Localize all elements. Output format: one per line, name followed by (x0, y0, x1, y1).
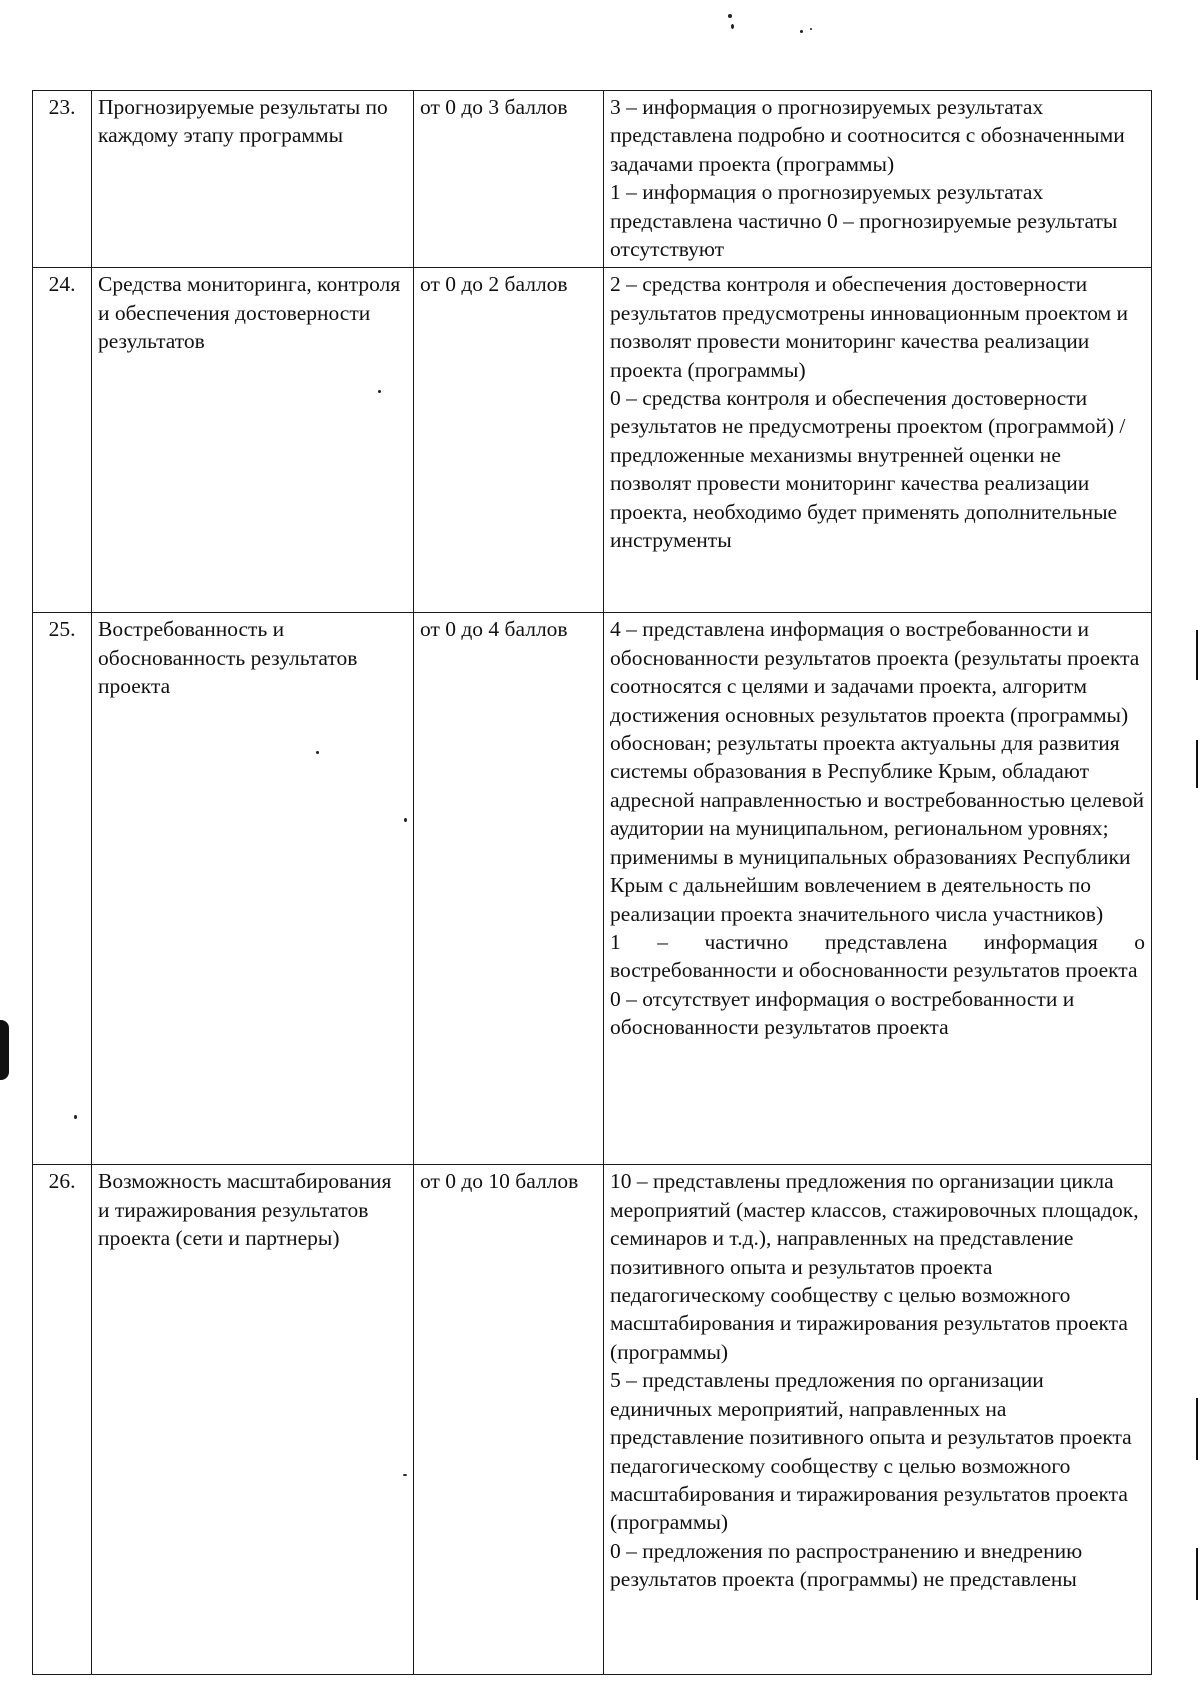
score-level-2: 2 – средства контроля и обеспечения достоверности результатов предусмотрены инновационным проектом и позволят провести мониторинг качества реализации проекта (программы) (610, 272, 1129, 382)
scan-edge-blot (0, 1020, 9, 1080)
score-level-4: 4 – представлена информация о востребованности и обоснованности результатов проекта (результаты проекта соотносятся с целями и задачами проекта, алгоритм достижения основных результатов проекта (программы) обоснован; результаты проекта актуальны для развития системы образования в Республике Крым, обладают адресной направленностью и востребованностью целевой аудитории на муниципальном, региональном уровнях; применимы в муниципальных образованиях Республики Крым с дальнейшим вовлечением в деятельность по реализации проекта значительного числа участников) (610, 617, 1144, 926)
score-level-0: 0 – предложения по распространению и внедрению результатов проекта (программы) не представлены (610, 1538, 1083, 1592)
criteria-table (32, 90, 1152, 1675)
scan-edge-line (1196, 1548, 1198, 1600)
table-row (33, 268, 1152, 613)
table-row (33, 613, 1152, 1165)
score-range: от 0 до 3 баллов (414, 91, 604, 268)
score-range: от 0 до 2 баллов (414, 268, 604, 613)
score-range: от 0 до 4 баллов (414, 613, 604, 1165)
criterion-name: Средства мониторинга, контроля и обеспечения достоверности результатов (92, 268, 414, 613)
criterion-description (604, 1165, 1152, 1675)
scan-edge-line (1196, 630, 1198, 680)
score-level-1-0: 1 – информация о прогнозируемых результатах представлена частично 0 – прогнозируемые результаты отсутствуют (610, 180, 1118, 262)
scan-speck (810, 28, 812, 30)
criterion-name: Востребованность и обоснованность результатов проекта (92, 613, 414, 1165)
scan-edge-line (1196, 740, 1198, 788)
score-range: от 0 до 10 баллов (414, 1165, 604, 1675)
criterion-name: Возможность масштабирования и тиражирования результатов проекта (сети и партнеры) (92, 1165, 414, 1675)
criterion-description (604, 91, 1152, 268)
score-level-0: 0 – отсутствует информация о востребованности и обоснованности результатов проекта (610, 986, 1075, 1040)
row-number: 23. (33, 91, 92, 268)
criterion-description (604, 613, 1152, 1165)
table-row (33, 91, 1152, 268)
criterion-description (604, 268, 1152, 613)
row-number: 25. (33, 613, 92, 1165)
score-level-0: 0 – средства контроля и обеспечения достоверности результатов не предусмотрены проектом (программой) / предложенные механизмы внутренней оценки не позволят провести мониторинг качества реализации проекта, необходимо будет применять дополнительные инструменты (610, 386, 1126, 553)
score-level-1: 1 – частично представлена информация о востребованности и обоснованности результатов проекта (610, 929, 1145, 983)
row-number: 26. (33, 1165, 92, 1675)
row-number: 24. (33, 268, 92, 613)
criterion-name: Прогнозируемые результаты по каждому этапу программы (92, 91, 414, 268)
scan-speck (731, 24, 734, 29)
score-level-10: 10 – представлены предложения по организации цикла мероприятий (мастер классов, стажировочных площадок, семинаров и т.д.), направленных на представление позитивного опыта и результатов проекта педагогическому сообществу с целью возможного масштабирования и тиражирования результатов проекта (программы) (610, 1169, 1139, 1364)
scan-edge-line (1196, 1398, 1198, 1460)
score-level-5: 5 – представлены предложения по организации единичных мероприятий, направленных на представление позитивного опыта и результатов проекта педагогическому сообществу с целью возможного масштабирования и тиражирования результатов проекта (программы) (610, 1368, 1132, 1535)
scan-speck (800, 30, 803, 33)
score-level-3: 3 – информация о прогнозируемых результатах представлена подробно и соотносится с обозначенными задачами проекта (программы) (610, 95, 1125, 176)
table-row (33, 1165, 1152, 1675)
scan-speck (728, 14, 732, 18)
